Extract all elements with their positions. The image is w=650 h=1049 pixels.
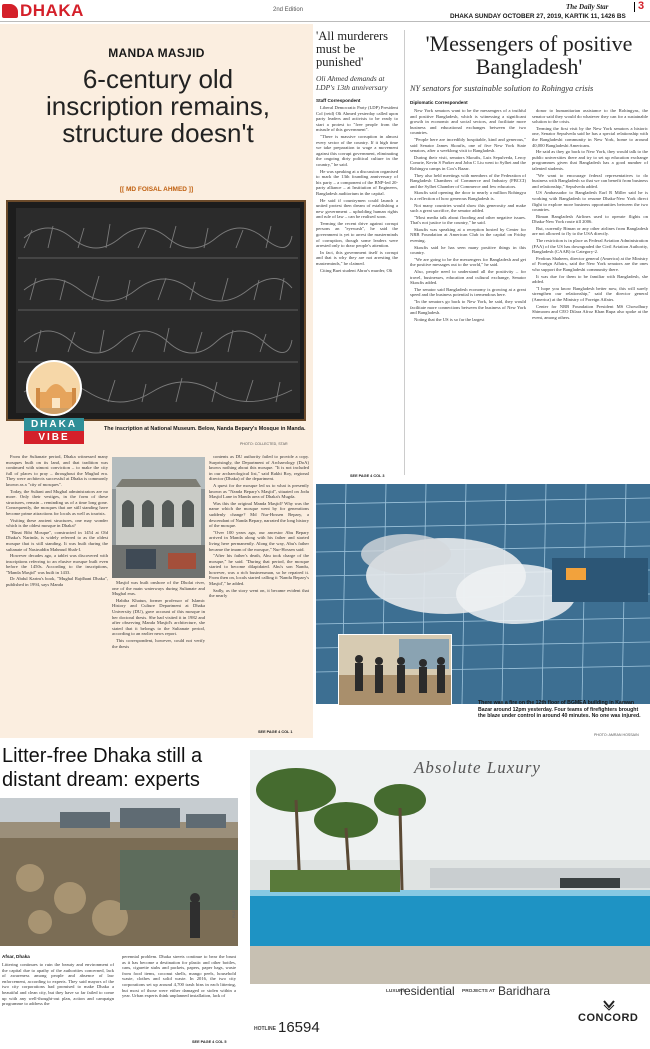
paragraph: In fact, this government itself is corrupt and that is why they are not arresting the masterminds," he claimed. [316,249,398,267]
paragraph: "Over 100 years ago, our ancestor Abu Bepary arrived in Manda along with his father and started living here permanently. Along the way, Abu's father became the imam of the mosque," Nur-Hossen said. [209,529,309,552]
masjid-body-col-3 [209,454,309,730]
litter-jump-line[interactable]: SEE PAGE 4 COL 5 [192,1040,227,1044]
paragraph: Liberal Democratic Party (LDP) President Col (retd) Oli Ahmed yesterday called upon party leaders and activists to be ready to start a protest to "free people from the misrule of this government". [316,105,398,133]
firefighters-photo [338,634,452,706]
paragraph: contents as DU authority failed to provide a copy. Surprisingly, the Department of Archaeology (DoA) knows nothing about this mosque. "It is not included in our archaeological list," said Rakhi Roy, regional director (Dhaka) of the department. [209,454,309,482]
paragraph: donor to humanitarian assistance to the Rohingyas, the senator said they would do whatever they can for a sustainable solution to the crisis. [532,108,648,125]
paragraph: US Ambassador to Bangladesh Earl R Miller said he is working with Bangladesh to resume Dhaka-New York direct flight to explore more business opportunities between the two countries. [532,190,648,213]
dateline: DHAKA SUNDAY OCTOBER 27, 2019, KARTIK 11, 1426 BS [450,13,626,20]
ad-tagline-pre: LUXURY [386,989,406,994]
murderers-story [316,24,400,484]
page-header [0,0,650,22]
paragraph: Skoufis said he has seen many positive things in this country. [410,244,526,256]
paragraph: Masjid was built onshore of the Dholai river, one of the main waterways during Sultanate and Mughal eras. [112,580,205,597]
paragraph: "In the senators go back to New York, he said, they would facilitate more connections between the business of New York and Bangladesh. [410,299,526,316]
dhaka-vibe-badge [24,360,84,446]
polluted-riverbank-art [0,798,238,946]
litter-body-col-1: Littering continues to ruin the beauty and environment of the capital due to apathy of the authorities concerned, lack of awareness among people and absence of law enforcement, according to experts. They said mayors of the two city corporations had promised to make Dhaka a beautiful and clean city, but they have so far failed to come up with any well-thought-out plan, action and campaign programme to address the [2,962,114,1007]
masjid-body-col-1 [6,454,108,738]
murderers-jump-line[interactable]: SEE PAGE 4 COL 3 [350,474,385,478]
paragraph: They also held meetings with members of the Federation of Bangladesh Chambers of Commerce and Industry (FBCCI) and the Sylhet Chamber of Commerce and few educators. [410,172,526,189]
dhaka-logo [2,1,84,20]
litter-byline: Afsar, Dhaka [2,954,30,959]
paragraph: Citing Buet student Abrar's murder, Oli [320,267,393,273]
page-divider [634,2,635,12]
paragraph: Skoufis was speaking at a reception hosted by Center for NRB Foundation at American Club in the capital on Friday evening. [410,226,526,244]
paragraph: "People here are incredibly hospitable, kind and generous," said Senator James Skoufis, one of five New York State senators, after a weeklong visit to Bangladesh. [410,136,526,154]
page-number: 3 [638,0,645,12]
ad-tagline-main: residential [400,984,455,998]
concord-logo-icon [602,998,616,1010]
section-logo: DHAKA [20,1,84,20]
litter-body-col-2: perennial problem. Dhaka streets continue to bear the brunt as it has become a destination for plastic and other bottles, cans, cigarette stubs and packets, papers, paper bags, waste from food items, coconut shells, mango peels, household waste, clothes and solid waste. In 2016, the two city corporations set up around 4,700 trash bins in each littering, but most of those were either damaged or stolen within a year. Urban experts think unplanned installation, lack of [122,954,236,999]
paragraph: He said as they go back to New York, they would talk to the public universities there and try to set up education exchange programmes given that Bangladesh has a good number of talented students. [532,149,648,171]
mosque-photo [112,457,205,578]
masjid-headline: 6-century old inscription remains, structure doesn't [46,64,270,148]
ad-tagline-mid: PROJECTS AT [462,989,496,994]
paragraph: "We are going to be the messengers for Bangladesh and get the positive messages out to the world," he said. [410,256,526,268]
paragraph: Visiting these ancient structures, one may wonder which is the oldest mosque in Dhaka? [6,517,108,529]
paragraph: "We want to encourage federal representatives to do business with Bangladesh so that we can benefit from business and relationship," Sepulveda added. [532,172,648,189]
paragraph: Was this the original Manda Masjid? Why was the name which the mosque went by for generations suddenly change? Md Nur-Hossen Bepary, a descendant of Nanda Bepary, narrated the long history of the mosque. [209,500,309,529]
litter-story [0,742,250,1049]
concord-advertisement[interactable] [250,750,650,1049]
paragraph: Biman Bangladesh Airlines used to operate flights on Dhaka-New York route till 2006. [532,213,648,225]
lalbagh-fort-icon [28,362,82,416]
nanda-bepary-mosque-art [112,457,205,578]
fire-photo-credit: PHOTO: AMRAN HOSSAIN [594,733,639,737]
masjid-body-col-2 [112,580,205,738]
paragraph: Center for NRB Foundation President MS Chowdhury Shimoom and CEO Dilara Afroz Khan Rupa also spoke at the event, among others. [532,303,648,320]
firefighters-art [339,635,452,706]
paragraph: The senator said Bangladesh economy is growing at a great speed and the business potential is tremendous here. [410,286,526,298]
paragraph: Skoufis said opening the door to nearly a million Rohingya is a reflection of how generous Bangladesh is. [410,190,526,201]
vibe-label-bottom: VIBE [24,431,84,444]
paragraph: A quest for the mosque led us to what is presently known as "Nanda Bepary's Masjid", situated on Jodu Masjid Lane in Manda area of Dhaka's Mugda. [209,482,309,500]
ad-footer-bar [250,984,650,1049]
murderers-body [316,105,398,475]
masjid-byline: [[ MD FOISAL AHMED ]] [119,186,194,193]
paragraph: It was due for them to be familiar with Bangladesh, she added. [532,273,648,285]
inscription-photo-credit: PHOTO: COLLECTED, STAR [240,442,288,446]
column-rule [404,30,405,475]
murderers-deck: Oli Ahmed demands at LDP's 13th anniversary [316,74,388,92]
paragraph: During their visit, senators Skoufis, Luis Sepulveda, Leroy Comrie, Kevin S Parker and John C Liu went to Sylhet and the Rohingya camps in Cox's Bazar. [410,154,526,171]
edition-label: 2nd Edition [273,7,304,13]
paragraph: Terming the first visit by the New York senators a historic one, Senator Sepulveda said he has a special relationship with the Bangladeshi community in New York, home to around 40,000 Bangladeshi Americans. [532,125,648,148]
paragraph: Today, the Sultani and Mughal administrators are no more. Only their vestiges, in the form of these structures, remain – reminding us of a time long gone. Consequently, the mosques that are still standing have become prime attractions for locals as well as tourists. [6,488,108,516]
paragraph: "There is massive corruption in almost every sector of the country. If it high time we take preparation to wage a movement against this corrupt government, eliminating the ongoing dirty political culture in the country," he said. [316,133,398,167]
paragraph: Not many countries would show this generosity and make such a great sacrifice, the senator added. [410,202,526,214]
paragraph: Dr Abdul Karim's book, "Mughal Rajdhani Dhaka", published in 1994, says Manda [6,576,108,588]
ad-brand: CONCORD [578,1012,639,1024]
paragraph: The restriction is in place as Federal Aviation Administration (FAA) of the US has downgraded the Civil Aviation Authority, Bangladesh (CAAB) to Category-2. [532,238,648,255]
paragraph: "Most media talk about flooding and other negative issues. That's not justice to the country," he said. [410,214,526,226]
masjid-jump-line[interactable]: SEE PAGE 4 COL 1 [258,730,293,734]
paragraph: Also, people need to understand all the positivity – for travel, businesses, education and cultural exchange, Senator Skoufis added. [410,269,526,286]
paragraph: From the Sultanate period, Dhaka witnessed many mosques built on its land, and that tradition was continued with utmost conviction – to make the city full of places to pray – throughout the Mughal era. They were architects successful at Dhaka is commonly known as a "city of mosques". [6,454,108,487]
fire-caption: There was a fire on the 12th floor of BGMEA building in Karwan Bazar around 12pm yesterday. Four teams of firefighters brought the blaze under control in around 40 minutes. No one was injured. [478,700,641,720]
murderers-byline: Staff Correspondent [316,98,361,103]
paragraph: Habiba Khatun, former professor of Islamic History and Culture Department at Dhaka University (DU), gave account of this mosque in her doctoral thesis. She had visited it in 1982 and after observing Manda Masjid's architecture, she stated that it belongs to the Sultanate period, according to an earlier news report. [112,597,205,637]
litter-photo [0,798,238,946]
paragraph: Ferdous Shaheen, director general (America) at the Ministry of Foreign Affairs, said the New York senators are the ones who support the Bangladeshi community there. [532,255,648,273]
messengers-byline: Diplomatic Correspondent [410,100,468,105]
vibe-circle [26,360,82,416]
ad-hotline-number[interactable]: 16594 [278,1019,320,1036]
paragraph: But, currently Biman or any other airlines from Bangladesh are not allowed to fly to the USA directly. [532,225,648,237]
paragraph: New York senators want to be the messengers of a truthful and positive Bangladesh, which is witnessing a significant growth in economic and social sectors, and facilitate more business and educational exchanges between the two countries. [410,108,526,136]
paragraph: He said if countrymen could launch a united protest then dream of establishing a new government – upholding human rights and rule of law – can be realised soon. [316,197,398,220]
litter-headline: Litter-free Dhaka still a distant dream: experts [2,745,203,791]
masjid-story [0,24,313,738]
litter-photo-credit: FILE PHOTO [232,896,236,918]
masjid-kicker: MANDA MASJID [108,46,205,60]
paragraph: "I hope you know Bangladesh better now, this will surely strengthen our relationship," said the director general (America) at the Ministry of Foreign Affairs. [532,285,648,302]
ad-hotline-label: HOTLINE [254,1026,276,1032]
paragraph: "After his father's death, Abu took charge of the mosque," he said. "During that period, the mosque started to become dilapidated. Abu's son Nandu, however, was a rich businessman, so he repaired it. From then on, locals started calling it 'Nandu Bepary's Masjid'," he added. [209,553,309,587]
paragraph: Terming the recent drive against corrupt persons an "eyewash", he said the government is yet to arrest the masterminds of corruption, though some leaders were arrested only to draw people's attention. [316,220,398,249]
messengers-body-col-2 [532,108,648,478]
inscription-caption: The inscription at National Museum. Below, Nanda Bepary's Mosque in Manda. [104,426,306,432]
paragraph: Noting that the US is so far the largest [414,316,485,322]
messengers-headline: 'Messengers of positive Bangladesh' [425,31,633,79]
paragraph: However decades ago, a tablet was discovered with inscriptions referring to an elusive mosque built even before the 1450s. According to the inscriptions, "Manda Masjid" was built in 1433. [6,553,108,575]
messengers-story [408,24,650,480]
paragraph: Sadly, as the story went on, it became evident that the nearly [209,587,309,599]
messengers-deck: NY senators for sustainable solution to Rohingya crisis [410,84,594,93]
vibe-label-top: DHAKA [24,418,84,431]
logo-mark-icon [2,4,18,18]
ad-location: Baridhara [498,984,551,998]
paragraph: This correspondent, however, could not verify the thesis [112,637,205,649]
paragraph: "Binat Bibi Mosque", constructed in 1454 at Old Dhaka's Narinda, is widely referred to as the oldest mosque that is still standing. It was built during the sultanate of Nasiruddin Mahmud Shah-I. [6,529,108,552]
ad-title: Absolute Luxury [414,758,541,777]
murderers-headline: 'All murderers must be punished' [316,29,389,69]
messengers-body-col-1 [410,108,526,478]
paragraph: He was speaking at a discussion organised to mark the 13th founding anniversary of his party – a component of the BNP-led 20-party alliance – at Institution of Engineers, Bangladesh auditorium in the capital. [316,168,398,196]
newspaper-name: The Daily Star [566,3,609,11]
